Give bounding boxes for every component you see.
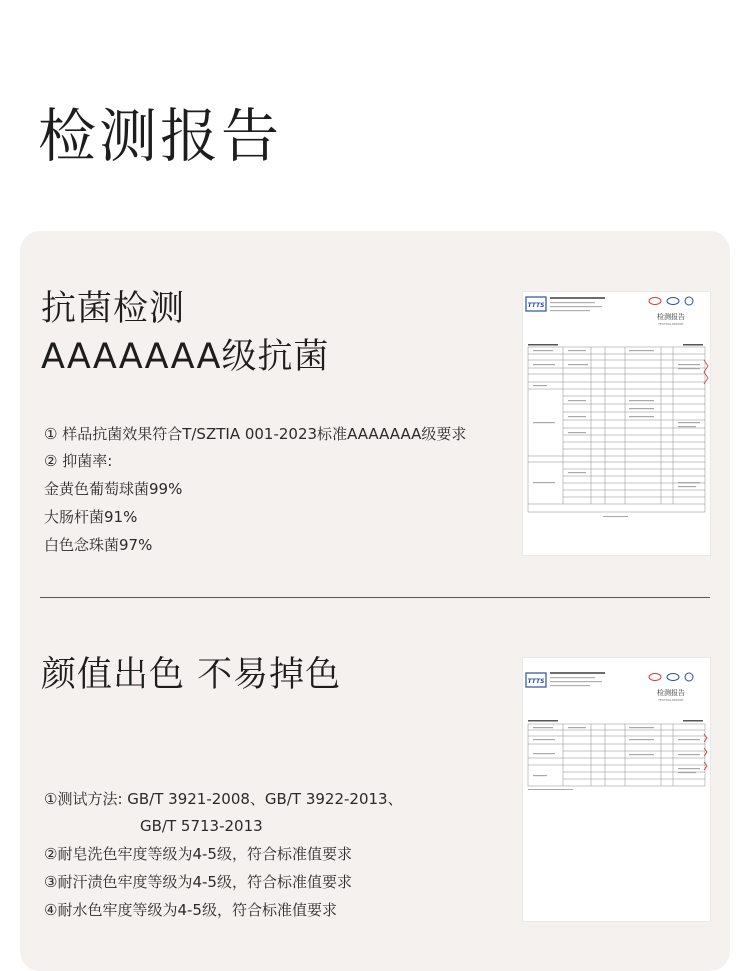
antibacterial-standard-line: ① 样品抗菌效果符合T/SZTIA 001-2023标准AAAAAAA级要求: [44, 425, 467, 443]
test-report-image-2: [523, 658, 710, 921]
section-divider: [40, 597, 710, 598]
report-subtitle: TESTING REPORT: [658, 322, 684, 326]
test-method-line: ①测试方法: GB/T 3921-2008、GB/T 3922-2013、: [44, 790, 403, 808]
antibacterial-heading-2: AAAAAAA级抗菌: [41, 337, 330, 377]
perspiration-fastness-line: ③耐汗渍色牢度等级为4-5级，符合标准值要求: [44, 873, 352, 891]
report-logo: TTTS: [527, 678, 545, 685]
water-fastness-line: ④耐水色牢度等级为4-5级，符合标准值要求: [44, 901, 337, 919]
staph-rate: 金黄色葡萄球菌99%: [44, 480, 183, 498]
test-method-line-cont: GB/T 5713-2013: [140, 817, 263, 835]
ecoli-rate: 大肠杆菌91%: [44, 508, 138, 526]
report-logo: TTTS: [527, 302, 545, 309]
soap-wash-fastness-line: ②耐皂洗色牢度等级为4-5级，符合标准值要求: [44, 845, 352, 863]
colorfastness-heading: 颜值出色 不易掉色: [41, 655, 342, 695]
candida-rate: 白色念珠菌97%: [44, 536, 153, 554]
inhibition-rate-label: ② 抑菌率:: [44, 452, 113, 470]
test-report-image-1: [523, 292, 710, 555]
report-subtitle: TESTING REPORT: [658, 698, 684, 702]
antibacterial-heading-1: 抗菌检测: [41, 289, 186, 329]
report-title: 检测报告: [657, 689, 685, 697]
report-title: 检测报告: [657, 313, 685, 321]
page-title: 检测报告: [38, 102, 283, 170]
